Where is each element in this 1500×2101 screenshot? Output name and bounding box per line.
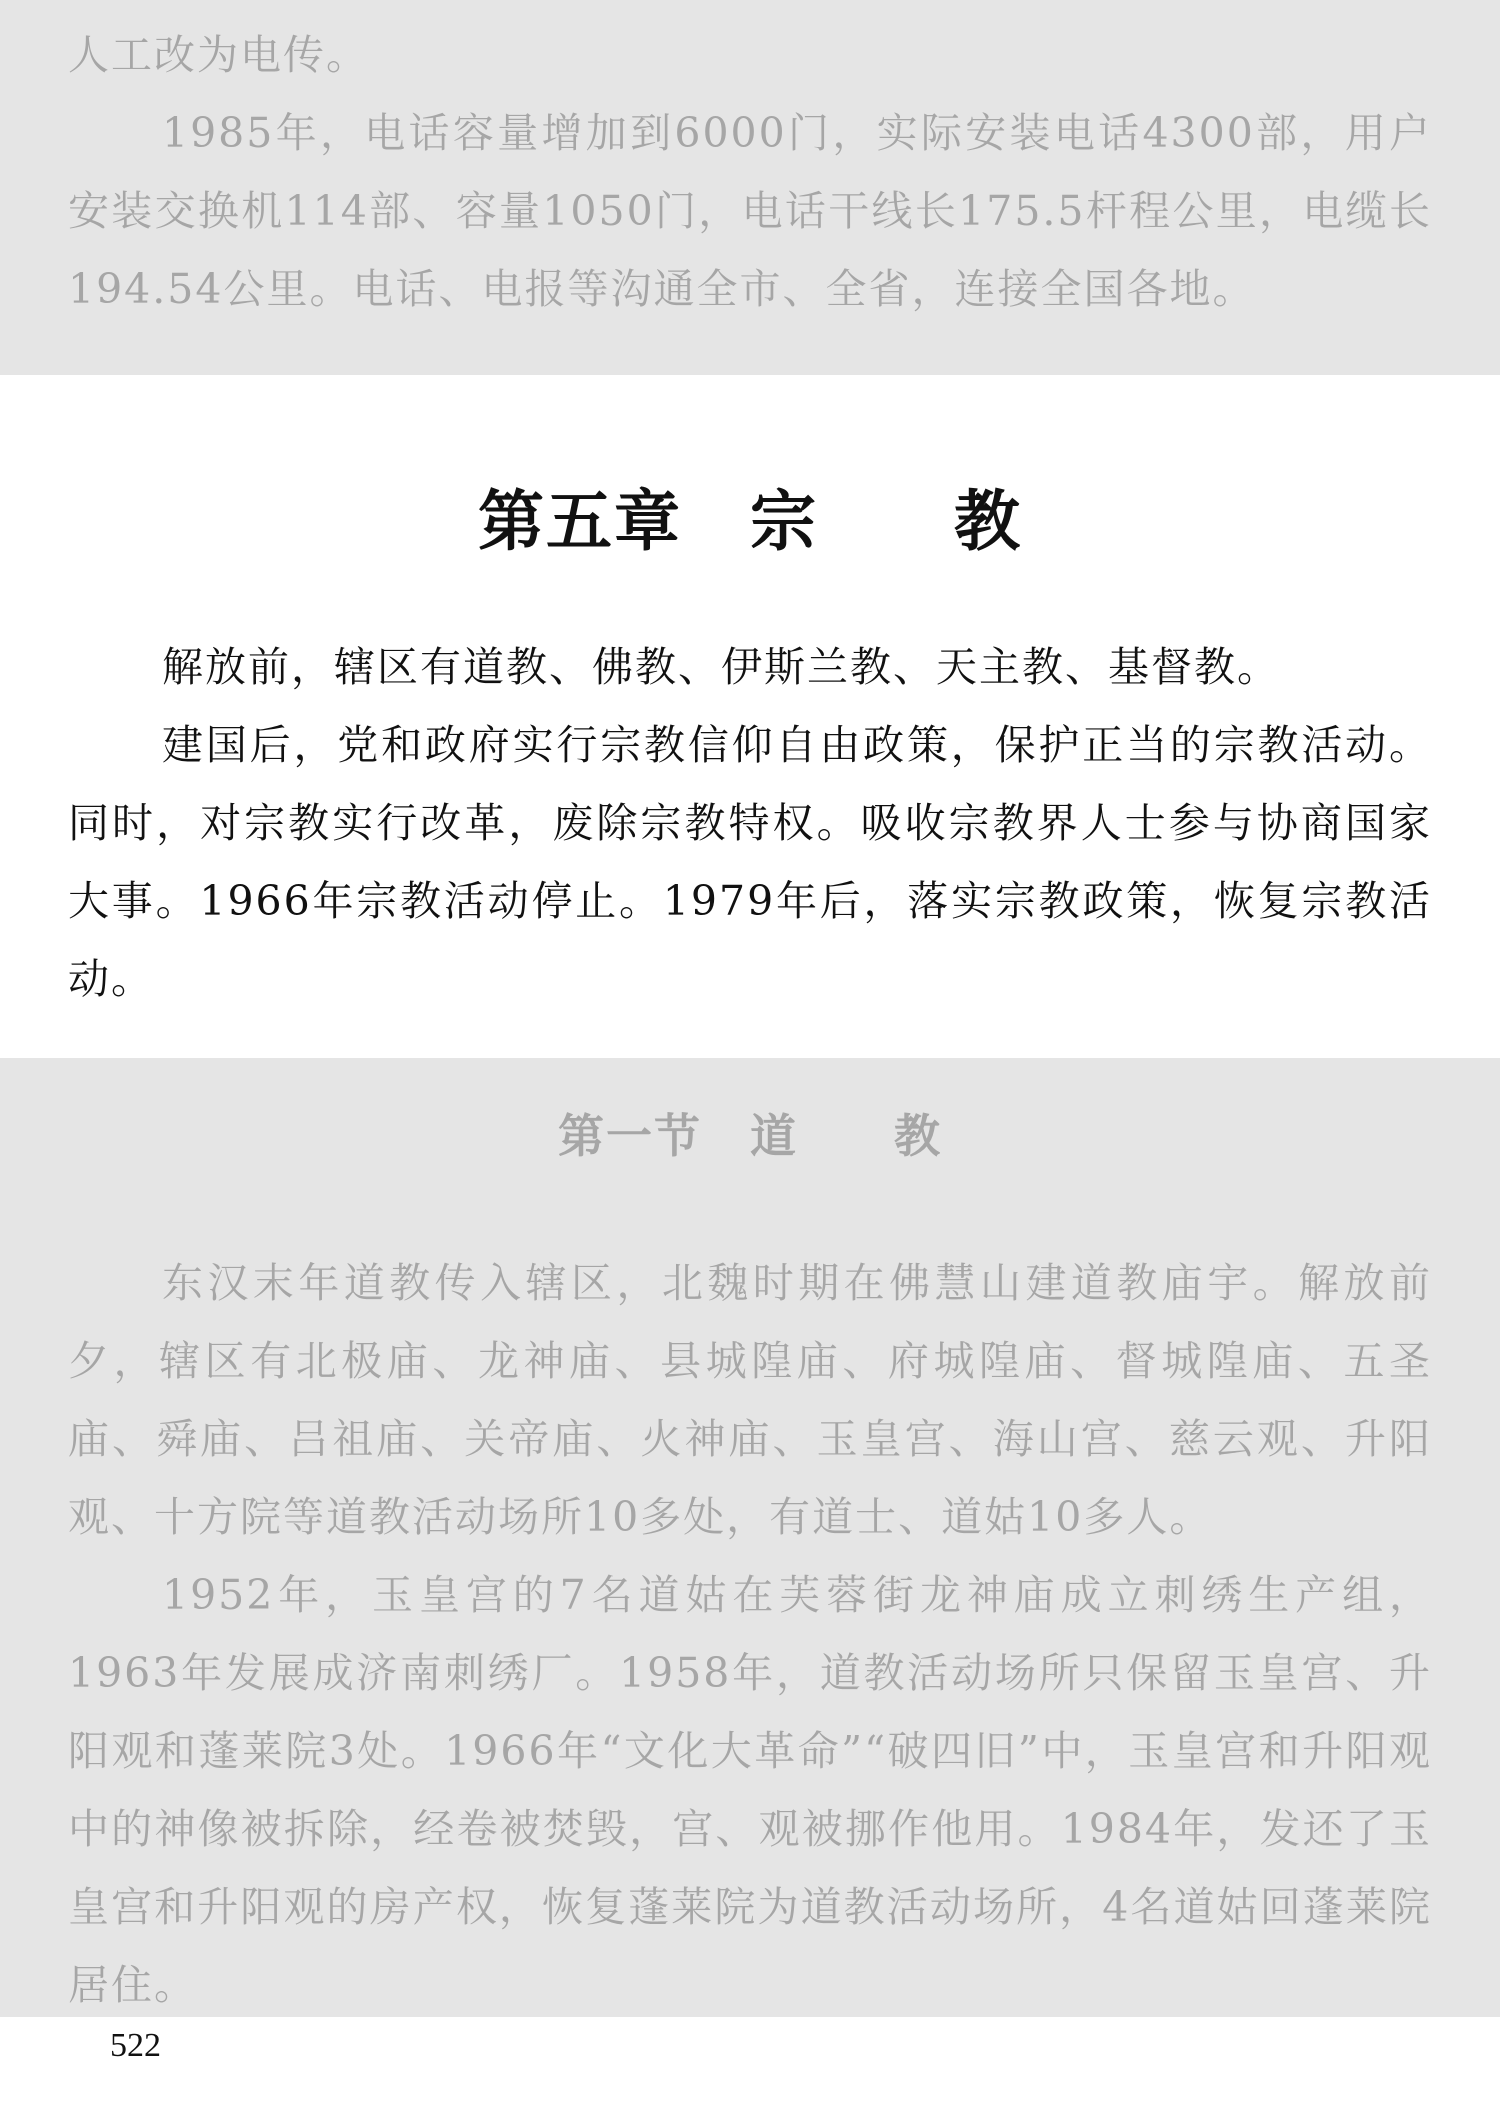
paragraph: 1952年，玉皇宫的7名道姑在芙蓉街龙神庙成立刺绣生产组，1963年发展成济南刺绣厂。1958年，道教活动场所只保留玉皇宫、升阳观和蓬莱院3处。1966年“文化大革命”“破四旧”中，玉皇宫和升阳观中的神像被拆除，经卷被焚毁，宫、观被挪作他用。1984年，发还了玉皇宫和升阳观的房产权，恢复蓬莱院为道教活动场所，4名道姑回蓬莱院居住。 [68, 1571, 1432, 2009]
paragraph: 1985年，电话容量增加到6000门，实际安装电话4300部，用户安装交换机114部、容量1050门，电话干线长175.5杆程公里，电缆长194.54公里。电话、电报等沟通全市、全省，连接全国各地。 [68, 109, 1432, 313]
section-title: 第一节 道 教 [558, 1109, 942, 1163]
page-number: 522 [110, 2027, 161, 2064]
previous-section-block [0, 0, 1500, 375]
paragraph: 解放前，辖区有道教、佛教、伊斯兰教、天主教、基督教。 [162, 643, 1280, 691]
paragraph: 人工改为电传。 [68, 31, 369, 79]
chapter-title: 第五章 宗 教 [478, 482, 1022, 560]
paragraph: 建国后，党和政府实行宗教信仰自由政策，保护正当的宗教活动。同时，对宗教实行改革，废除宗教特权。吸收宗教界人士参与协商国家大事。1966年宗教活动停止。1979年后，落实宗教政策，恢复宗教活动。 [68, 721, 1432, 1003]
paragraph: 东汉末年道教传入辖区，北魏时期在佛慧山建道教庙宇。解放前夕，辖区有北极庙、龙神庙、县城隍庙、府城隍庙、督城隍庙、五圣庙、舜庙、吕祖庙、关帝庙、火神庙、玉皇宫、海山宫、慈云观、升阳观、十方院等道教活动场所10多处，有道士、道姑10多人。 [68, 1259, 1432, 1541]
